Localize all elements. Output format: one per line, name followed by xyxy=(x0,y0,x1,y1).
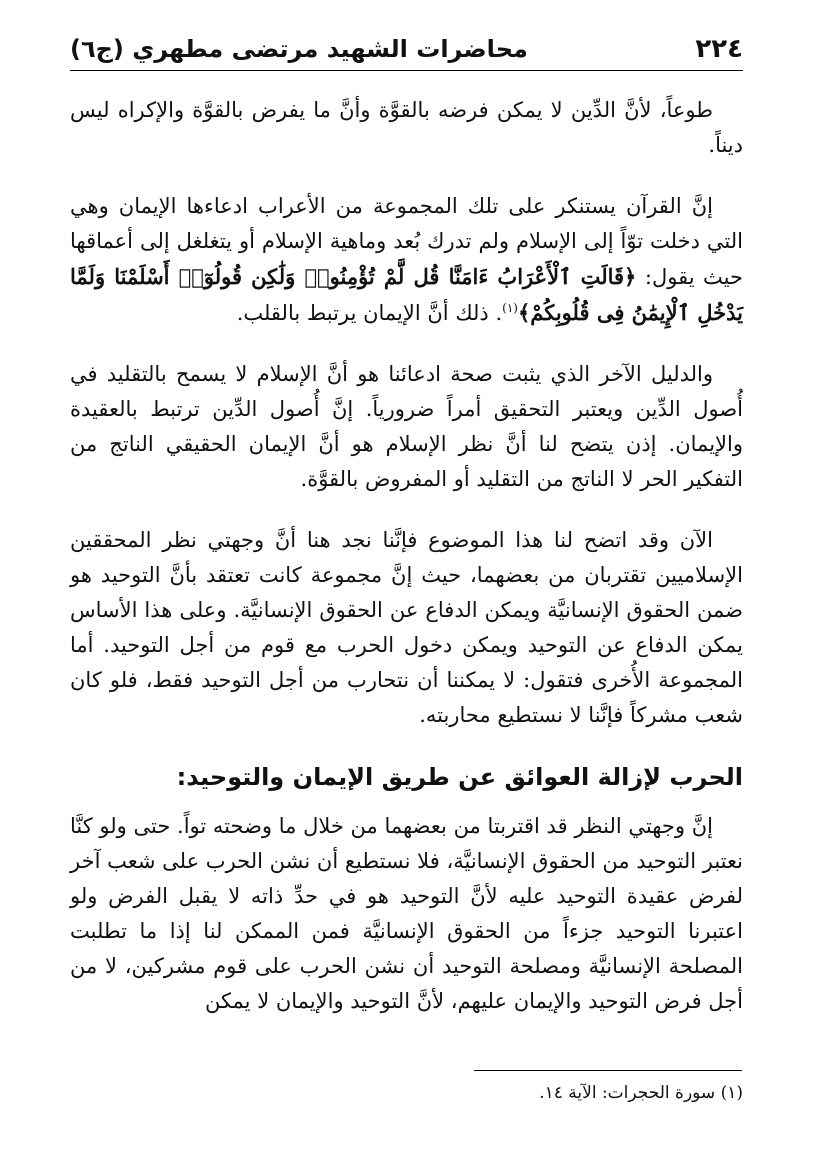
page-body xyxy=(70,93,743,1045)
paragraph-2 xyxy=(70,189,743,331)
paragraph-1: طوعاً، لأنَّ الدِّين لا يمكن فرضه بالقوَّة وأنَّ ما يفرض بالقوَّة والإكراه ليس ديناً. xyxy=(70,98,743,157)
paragraph-2-intro: إنَّ القرآن يستنكر على تلك المجموعة من الأعراب ادعاءها الإيمان وهي التي دخلت توّاً إلى الإسلام ولم تدرك بُعد وماهية الإسلام أو يتغلغل إلى أعماقها حيث يقول: xyxy=(70,194,743,289)
section-heading: الحرب لإزالة العوائق عن طريق الإيمان والتوحيد: xyxy=(176,763,743,791)
footnote-divider xyxy=(474,1070,742,1071)
paragraph-5: إنَّ وجهتي النظر قد اقتربتا من بعضهما من خلال ما وضحته تواً. حتى ولو كنَّا نعتبر التوحيد من الحقوق الإنسانيَّة، فلا نستطيع أن نشن الحرب على شعب آخر لفرض عقيدة التوحيد عليه لأنَّ التوحيد هو في حدِّ ذاته لا يقبل الفرض ولو اعتبرنا التوحيد جزءاً من الحقوق الإنسانيَّة فمن الممكن لنا إذا ما تطلبت المصلحة الإنسانيَّة ومصلحة التوحيد أن نشن الحرب على قوم مشركين، لا من أجل فرض التوحيد والإيمان عليهم، لأنَّ التوحيد والإيمان لا يمكن xyxy=(70,814,743,1013)
footnote: (١) سورة الحجرات: الآية ١٤. xyxy=(539,1083,743,1103)
paragraph-4: الآن وقد اتضح لنا هذا الموضوع فإنَّنا نجد هنا أنَّ وجهتي نظر المحققين الإسلاميين تقتربان من بعضهما، حيث إنَّ مجموعة كانت تعتقد بأنَّ التوحيد هو ضمن الحقوق الإنسانيَّة ويمكن الدفاع عن الحقوق الإنسانيَّة. وعلى هذا الأساس يمكن الدفاع عن التوحيد ويمكن دخول الحرب مع قوم من أجل التوحيد. أما المجموعة الأُخرى فتقول: لا يمكننا أن نتحارب من أجل التوحيد فقط، فلو كان شعب مشركاً فإنَّنا لا نستطيع محاربته. xyxy=(70,528,743,727)
page-number: ٢٢٤ xyxy=(695,34,743,64)
paragraph-3: والدليل الآخر الذي يثبت صحة ادعائنا هو أنَّ الإسلام لا يسمح بالتقليد في أُصول الدِّين ويعتبر التحقيق أمراً ضرورياً. إنَّ أُصول الدِّين ترتبط بالعقيدة والإيمان. إذن يتضح لنا أنَّ نظر الإسلام هو أنَّ الإيمان الحقيقي الناتج من التفكير الحر لا الناتج من التقليد أو المفروض بالقوَّة. xyxy=(70,362,743,491)
quran-verse: ﴿قَالَتِ ٱلْأَعْرَابُ ءَامَنَّا قُل لَّمْ تُؤْمِنُوا۟ وَلَٰكِن قُولُوٓا۟ أَسْلَمْنَا وَلَمَّا يَدْخُلِ ٱلْإِيمَٰنُ فِى قُلُوبِكُمْ﴾ xyxy=(70,264,743,325)
running-title: محاضرات الشهيد مرتضى مطهري (ج٦) xyxy=(70,35,528,63)
paragraph-2-end: . ذلك أنَّ الإيمان يرتبط بالقلب. xyxy=(236,301,503,325)
page-header xyxy=(70,28,743,71)
footnote-reference: (١) xyxy=(502,301,518,315)
